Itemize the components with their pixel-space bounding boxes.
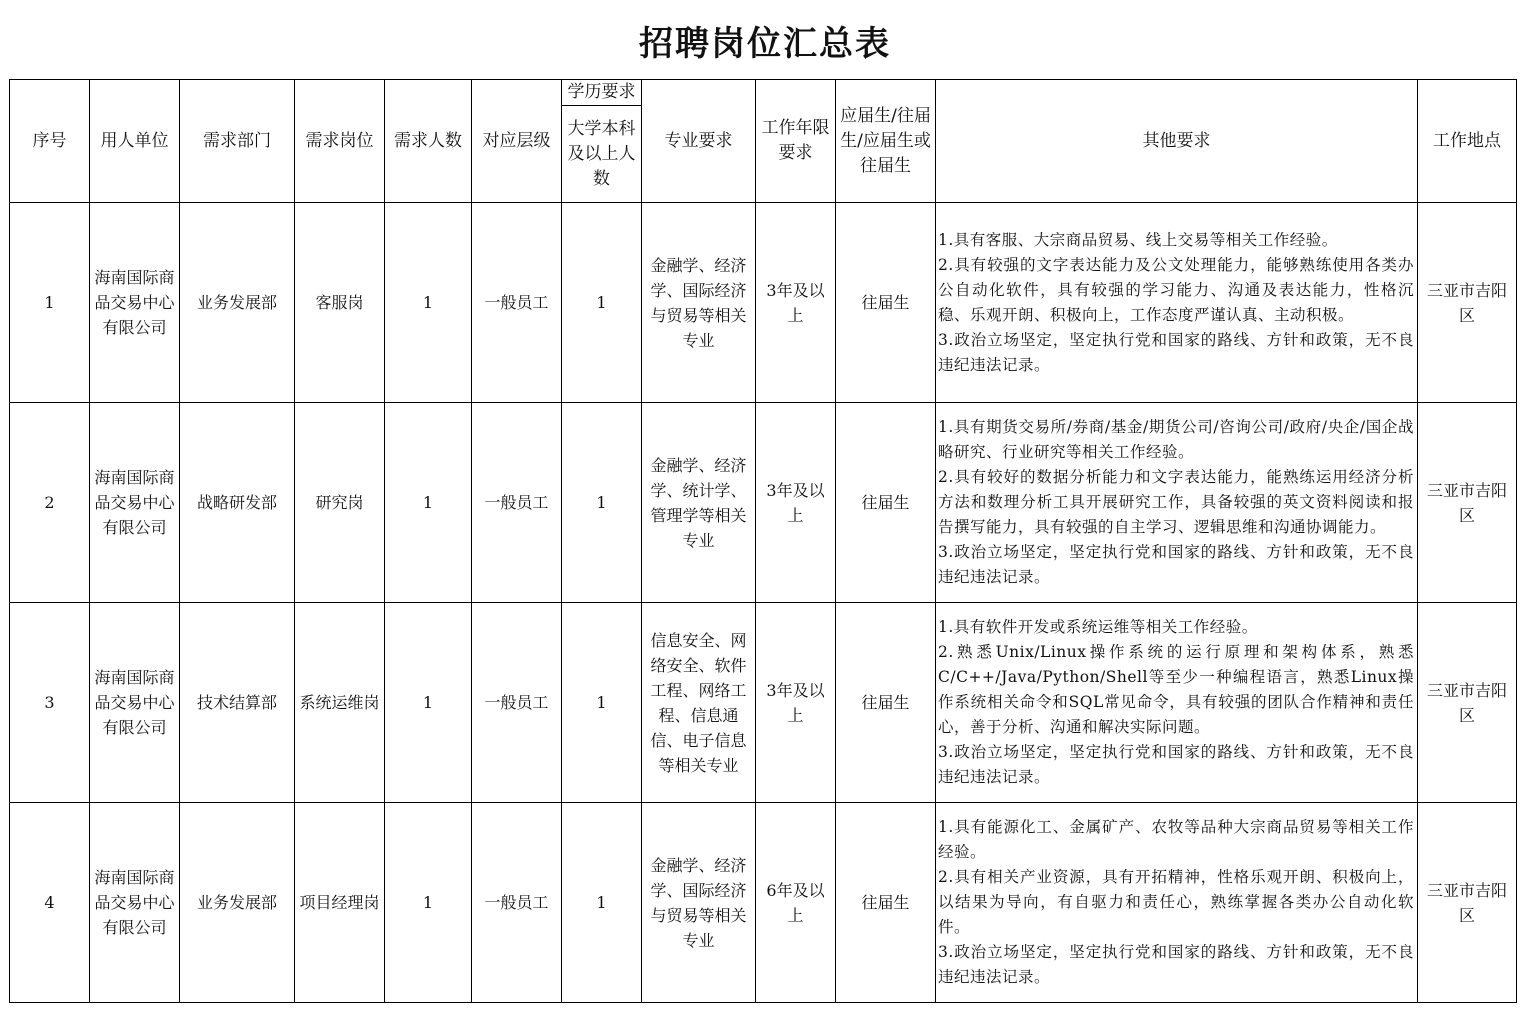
cell-edu: 1: [562, 803, 642, 1003]
cell-edu: 1: [562, 603, 642, 803]
cell-major: 信息安全、网络安全、软件工程、网络工程、信息通信、电子信息等相关专业: [642, 603, 756, 803]
cell-other: [936, 403, 1418, 603]
cell-count: 1: [385, 803, 472, 1003]
cell-years: 3年及以上: [756, 403, 836, 603]
page-title: 招聘岗位汇总表: [639, 24, 891, 64]
header-major: 专业要求: [642, 80, 756, 203]
cell-seq: 3: [10, 603, 90, 803]
cell-grad: 往届生: [836, 603, 936, 803]
cell-count: 1: [385, 203, 472, 403]
cell-other: [936, 203, 1418, 403]
header-seq: 序号: [10, 80, 90, 203]
cell-level: 一般员工: [472, 603, 562, 803]
header-other: 其他要求: [936, 80, 1418, 203]
requirement-item: 1.具有客服、大宗商品贸易、线上交易等相关工作经验。: [938, 230, 1338, 249]
cell-edu: 1: [562, 403, 642, 603]
table-row: [10, 603, 1517, 803]
cell-dept: 技术结算部: [180, 603, 295, 803]
cell-seq: 4: [10, 803, 90, 1003]
cell-years: 3年及以上: [756, 603, 836, 803]
requirement-item: 3.政治立场坚定，坚定执行党和国家的路线、方针和政策，无不良违纪违法记录。: [938, 330, 1414, 374]
cell-dept: 战略研发部: [180, 403, 295, 603]
cell-major: 金融学、经济学、国际经济与贸易等相关专业: [642, 803, 756, 1003]
cell-other: [936, 603, 1418, 803]
requirement-item: 3.政治立场坚定，坚定执行党和国家的路线、方针和政策，无不良违纪违法记录。: [938, 743, 1414, 786]
header-level: 对应层级: [472, 80, 562, 203]
cell-unit: 海南国际商品交易中心有限公司: [90, 803, 180, 1003]
cell-seq: 1: [10, 203, 90, 403]
cell-grad: 往届生: [836, 203, 936, 403]
cell-seq: 2: [10, 403, 90, 603]
requirement-item: 2.具有相关产业资源，具有开拓精神，性格乐观开朗、积极向上，以结果为导向，有自驱力和责任心，熟练掌握各类办公自动化软件。: [938, 868, 1414, 936]
cell-level: 一般员工: [472, 403, 562, 603]
cell-other: [936, 803, 1418, 1003]
table-row: [10, 803, 1517, 1003]
cell-post: 客服岗: [295, 203, 385, 403]
cell-count: 1: [385, 603, 472, 803]
cell-years: 6年及以上: [756, 803, 836, 1003]
table-row: [10, 403, 1517, 603]
header-years: 工作年限要求: [756, 80, 836, 203]
cell-location: 三亚市吉阳区: [1418, 803, 1517, 1003]
header-edu-group: 学历要求: [562, 80, 642, 106]
cell-level: 一般员工: [472, 203, 562, 403]
cell-grad: 往届生: [836, 803, 936, 1003]
requirement-item: 1.具有软件开发或系统运维等相关工作经验。: [938, 618, 1258, 636]
cell-unit: 海南国际商品交易中心有限公司: [90, 403, 180, 603]
requirement-item: 2.具有较强的文字表达能力及公文处理能力，能够熟练使用各类办公自动化软件，具有较强的学习能力、沟通及表达能力，性格沉稳、乐观开朗、积极向上，工作态度严谨认真、主动积极。: [938, 255, 1414, 324]
header-unit: 用人单位: [90, 80, 180, 203]
requirement-item: 2.具有较好的数据分析能力和文字表达能力，能熟练运用经济分析方法和数理分析工具开展研究工作，具备较强的英文资料阅读和报告撰写能力，具有较强的自主学习、逻辑思维和沟通协调能力。: [938, 468, 1414, 536]
cell-post: 研究岗: [295, 403, 385, 603]
cell-major: 金融学、经济学、统计学、管理学等相关专业: [642, 403, 756, 603]
requirement-item: 1.具有能源化工、金属矿产、农牧等品种大宗商品贸易等相关工作经验。: [938, 818, 1414, 861]
requirement-item: 2.熟悉Unix/Linux操作系统的运行原理和架构体系，熟悉C/C++/Java/Python/Shell等至少一种编程语言，熟悉Linux操作系统相关命令和SQL常见命令，具有较强的团队合作精神和责任心，善于分析、沟通和解决实际问题。: [938, 643, 1414, 736]
cell-unit: 海南国际商品交易中心有限公司: [90, 603, 180, 803]
cell-dept: 业务发展部: [180, 803, 295, 1003]
table-row: [10, 203, 1517, 403]
header-edu: 大学本科及以上人数: [562, 106, 642, 203]
header-count: 需求人数: [385, 80, 472, 203]
requirement-item: 3.政治立场坚定，坚定执行党和国家的路线、方针和政策，无不良违纪违法记录。: [938, 543, 1414, 586]
header-post: 需求岗位: [295, 80, 385, 203]
cell-years: 3年及以上: [756, 203, 836, 403]
cell-location: 三亚市吉阳区: [1418, 603, 1517, 803]
header-dept: 需求部门: [180, 80, 295, 203]
cell-unit: 海南国际商品交易中心有限公司: [90, 203, 180, 403]
cell-major: 金融学、经济学、国际经济与贸易等相关专业: [642, 203, 756, 403]
cell-level: 一般员工: [472, 803, 562, 1003]
cell-location: 三亚市吉阳区: [1418, 403, 1517, 603]
cell-post: 项目经理岗: [295, 803, 385, 1003]
cell-dept: 业务发展部: [180, 203, 295, 403]
cell-edu: 1: [562, 203, 642, 403]
header-grad: 应届生/往届生/应届生或往届生: [836, 80, 936, 203]
cell-count: 1: [385, 403, 472, 603]
requirement-item: 1.具有期货交易所/券商/基金/期货公司/咨询公司/政府/央企/国企战略研究、行业研究等相关工作经验。: [938, 418, 1414, 461]
cell-grad: 往届生: [836, 403, 936, 603]
header-location: 工作地点: [1418, 80, 1517, 203]
recruitment-table: [9, 79, 1517, 1003]
requirement-item: 3.政治立场坚定，坚定执行党和国家的路线、方针和政策，无不良违纪违法记录。: [938, 943, 1414, 986]
cell-post: 系统运维岗: [295, 603, 385, 803]
cell-location: 三亚市吉阳区: [1418, 203, 1517, 403]
